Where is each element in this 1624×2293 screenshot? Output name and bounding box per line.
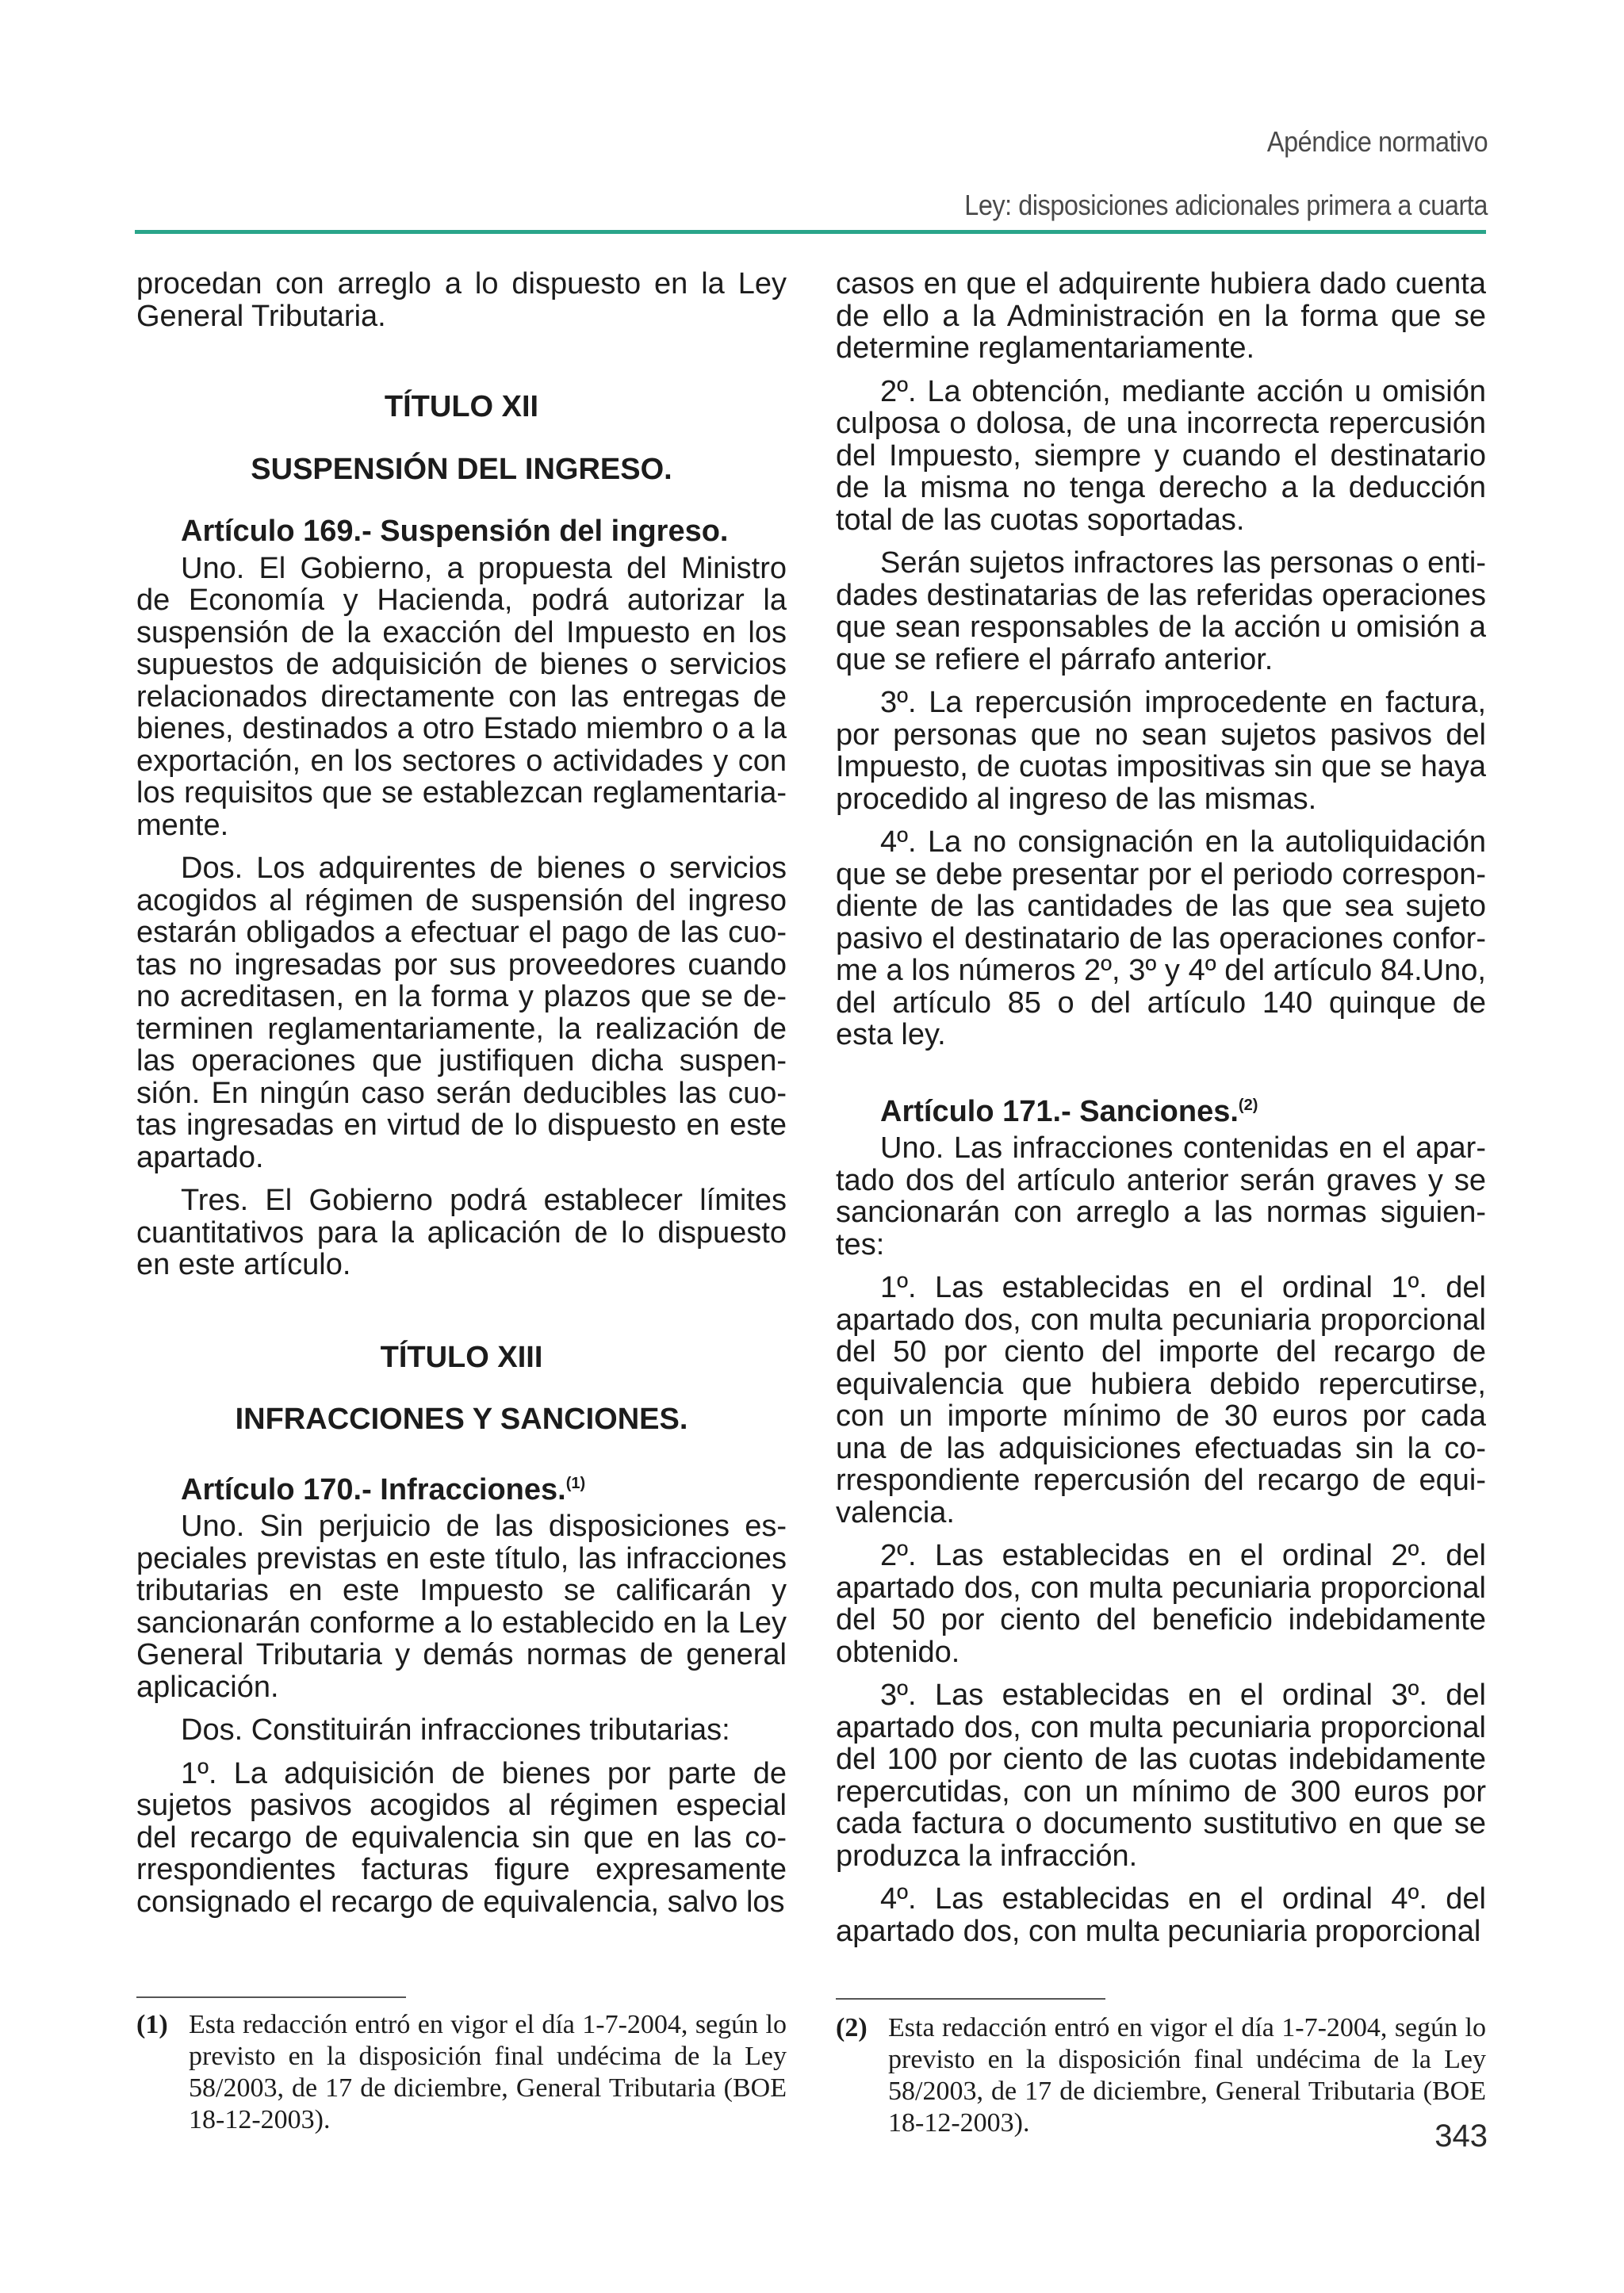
paragraph: Dos. Los adquirentes de bienes o servicios acogidos al régimen de suspensión del ingreso estarán obligados a efectuar el pago de las cuotas no ingresadas por sus proveedores cuando no acreditasen, en la forma y plazos que se determinen reglamentariamente, la realización de las operaciones que justifiquen dicha suspensión. En ningún caso serán deducibles las cuotas ingresadas en virtud de lo dispuesto en este apartado. [136,852,787,1174]
paragraph: Uno. El Gobierno, a propuesta del Ministro de Economía y Hacienda, podrá autorizar la suspensión de la exacción del Impuesto en los supuestos de adquisición de bienes o servicios relacionados directamente con las entregas de bienes, destinados a otro Estado miembro o a la exportación, en los sectores o actividades y con los requisitos que se establezcan reglamentariamente. [136,551,787,842]
footnote-text: Esta redacción entró en vigor el día 1-7-2004, según lo previsto en la disposición final undécima de la Ley 58/2003, de 17 de diciembre, General Tributaria (BOE 18-12-2003). [888,2013,1486,2138]
article-heading [836,1089,1486,1128]
footnote-2 [836,2012,1486,2139]
right-column [836,268,1486,1958]
paragraph: Dos. Constituirán infracciones tributarias: [181,1713,730,1747]
paragraph: 4º. La no consignación en la autoliquidación que se debe presentar por el periodo correspondiente de las cantidades de las que sea sujeto pasivo el destinatario de las operaciones conforme a los números 2º, 3º y 4º del artículo 84.Uno, del artículo 85 o del artículo 140 quinque de esta ley. [836,825,1486,1051]
article-heading-text: Artículo 170.- Infracciones. [181,1472,566,1506]
left-column [136,268,787,1929]
paragraph: 1º. La adquisición de bienes por parte de sujetos pasivos acogidos al régimen especial del recargo de equivalencia sin que en las correspondientes facturas figure expresamente consignado el recargo de equivalencia, salvo los [136,1756,787,1919]
footnote-number: (2) [836,2013,868,2042]
page-number: 343 [1434,2119,1488,2153]
paragraph: 4º. Las establecidas en el ordinal 4º. del apartado dos, con multa pecuniaria proporcional [836,1882,1486,1948]
footnote-rule [836,1998,1105,2000]
paragraph: Uno. Las infracciones contenidas en el apartado dos del artículo anterior serán graves y se sancionarán con arreglo a las normas siguientes: [836,1131,1486,1261]
paragraph: Tres. El Gobierno podrá establecer límites cuantitativos para la aplicación de lo dispuesto en este artículo. [136,1184,787,1281]
paragraph: casos en que el adquirente hubiera dado cuenta de ello a la Administración en la forma que se determine reglamentariamente. [836,267,1486,365]
paragraph: 3º. Las establecidas en el ordinal 3º. del apartado dos, con multa pecuniaria proporcional del 100 por ciento de las cuotas indebidamente repercutidas, con un mínimo de 300 euros por cada factura o documento sustitutivo en que se produzca la infracción. [836,1679,1486,1873]
article-heading [136,1468,787,1506]
footnote-number: (1) [136,2010,168,2039]
article-heading-text: Artículo 171.- Sanciones. [880,1094,1239,1128]
footnote-rule [136,1996,406,1998]
article-heading [136,515,787,548]
paragraph: 2º. Las establecidas en el ordinal 2º. del apartado dos, con multa pecuniaria proporcional del 50 por ciento del beneficio indebidamente obtenido. [836,1539,1486,1669]
footnote-ref: (2) [1238,1096,1258,1114]
paragraph: Serán sujetos infractores las personas o entidades destinatarias de las referidas operaciones que sean responsables de la acción u omisión a que se refiere el párrafo anterior. [836,546,1486,676]
paragraph: 1º. Las establecidas en el ordinal 1º. del apartado dos, con multa pecuniaria proporcional del 50 por ciento del importe del recargo de equivalencia que hubiera debido repercutirse, con un importe mínimo de 30 euros por cada una de las adquisiciones efectuadas sin la correspondiente repercusión del recargo de equivalencia. [836,1271,1486,1529]
title-heading: TÍTULO XIII [380,1340,543,1374]
title-name: SUSPENSIÓN DEL INGRESO. [251,452,672,486]
running-head-section: Apéndice normativo [1266,125,1488,158]
paragraph: 3º. La repercusión improcedente en factura, por personas que no sean sujetos pasivos del Impuesto, de cuotas impositivas sin que se haya procedido al ingreso de las mismas. [836,686,1486,816]
paragraph: procedan con arreglo a lo dispuesto en la Ley General Tributaria. [136,267,787,333]
footnote-text: Esta redacción entró en vigor el día 1-7-2004, según lo previsto en la disposición final undécima de la Ley 58/2003, de 17 de diciembre, General Tributaria (BOE 18-12-2003). [189,2010,787,2134]
title-heading: TÍTULO XII [384,390,539,423]
article-heading-text: Artículo 169.- Suspensión del ingreso. [181,515,729,548]
footnote-1 [136,2009,787,2136]
paragraph: Uno. Sin perjuicio de las disposiciones especiales previstas en este título, las infracciones tributarias en este Impuesto se calificarán y sancionarán conforme a lo establecido en la Ley General Tributaria y demás normas de general aplicación. [136,1510,787,1704]
title-name: INFRACCIONES Y SANCIONES. [235,1403,688,1436]
footnote-ref: (1) [565,1474,586,1492]
running-head-subsection: Ley: disposiciones adicionales primera a cuarta [964,189,1488,221]
paragraph: 2º. La obtención, mediante acción u omisión culposa o dolosa, de una incorrecta repercusión del Impuesto, siempre y cuando el destinatario de la misma no tenga derecho a la deducción total de las cuotas soportadas. [836,374,1486,537]
header-rule [135,230,1486,234]
